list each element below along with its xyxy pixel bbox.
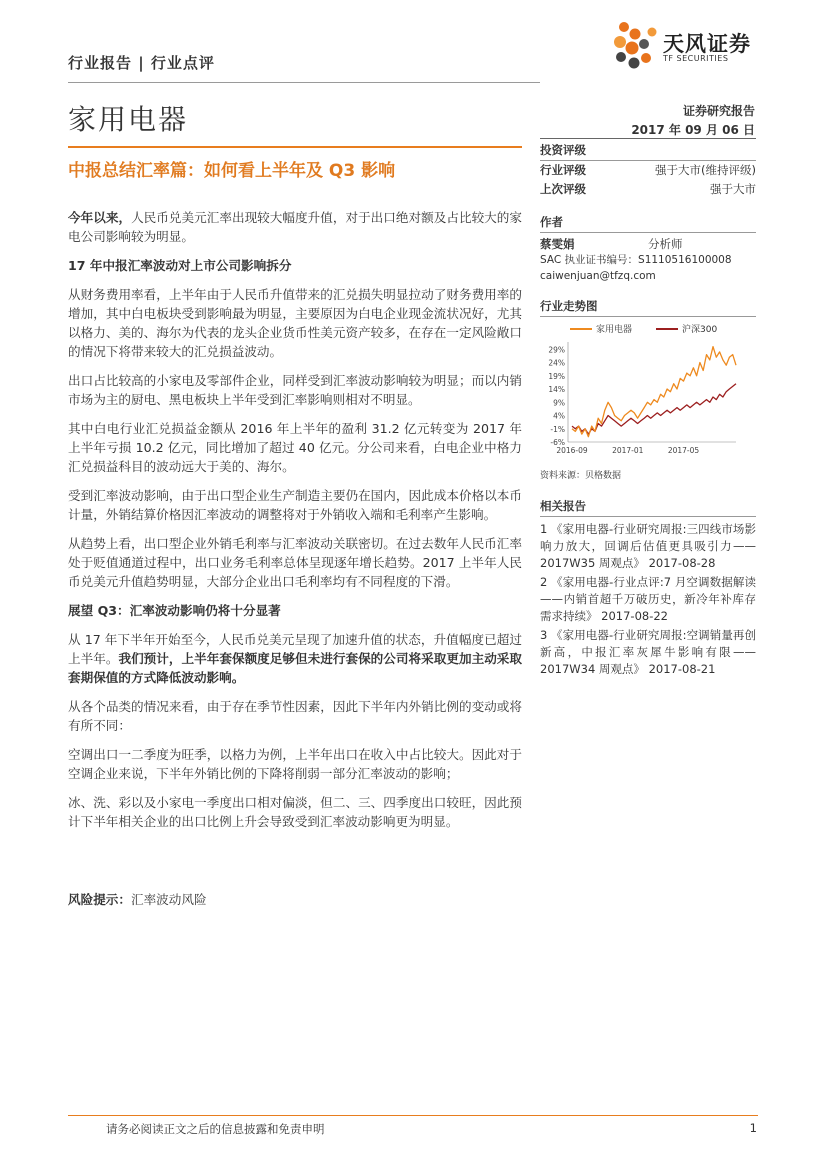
paragraph-2: 从财务费用率看，上半年由于人民币升值带来的汇兑损失明显拉动了财务费用率的增加，其中白电板块受到影响最为明显，主要原因为白电企业现金流状况好，尤其以格力、美的、海尔为代表的龙头企业货币性美元资产较多，在存在一定风险敞口的情况下将带来较大的汇兑损益波动。 [68, 287, 522, 359]
y-tick-label: 9% [553, 398, 565, 408]
paragraph-8: 从各个品类的情况来看，由于存在季节性因素，因此下半年内外销比例的变动或将有所不同： [68, 699, 522, 733]
paragraph-6: 从趋势上看，出口型企业外销毛利率与汇率波动关联密切。在过去数年人民币汇率处于贬值通道过程中，出口业务毛利率总体呈现逐年增长趋势。2017 上半年人民币兑美元升值趋势明显，大部分企业出口毛利率均有不同程度的下滑。 [68, 536, 522, 589]
paragraph-4: 其中白电行业汇兑损益金额从 2016 年上半年的盈利 31.2 亿元转变为 2017 年上半年亏损 10.2 亿元，同比增加了超过 40 亿元。分公司来看，白电企业中格力汇兑损益科目的波动远大于美的、海尔。 [68, 421, 522, 474]
paragraph-1 [68, 208, 522, 246]
related-heading: 相关报告 [540, 498, 756, 517]
report-type: 行业报告 | 行业点评 [68, 54, 215, 72]
report-title: 中报总结汇率篇：如何看上半年及 Q3 影响 [68, 161, 396, 181]
paragraph-9: 空调出口一二季度为旺季，以格力为例，上半年出口在收入中占比较大。因此对于空调企业来说，下半年外销比例的下降将削弱一部分汇率波动的影响； [68, 747, 522, 781]
author-row [540, 236, 756, 252]
section-heading-1: 17 年中报汇率波动对上市公司影响拆分 [68, 258, 292, 273]
report-date: 2017 年 09 月 06 日 [631, 123, 755, 137]
related-report-3[interactable]: 3 《家用电器-行业研究周报:空调销量再创新高，中报汇率灰犀牛影响有限——2017W34 周观点》 2017-08-21 [540, 628, 756, 676]
last-rating-label: 上次评级 [540, 182, 586, 196]
paragraph-1-lead: 今年以来， [68, 210, 132, 225]
chart-source: 资料来源：贝格数据 [540, 471, 622, 481]
author-heading: 作者 [540, 214, 756, 233]
x-tick-label: 2017-01 [612, 446, 644, 455]
paragraph-10: 冰、洗、彩以及小家电一季度出口相对偏淡，但二、三、四季度出口较旺，因此预计下半年相关企业的出口比例上升会导致受到汇率波动影响更为明显。 [68, 795, 522, 829]
related-block [540, 498, 756, 680]
y-tick-label: 29% [548, 345, 565, 355]
sector-title: 家用电器 [68, 103, 189, 136]
main-body [68, 208, 522, 841]
y-tick-label: -1% [550, 424, 565, 434]
y-tick-label: 14% [548, 385, 565, 395]
trend-block [540, 298, 756, 317]
author-name: 蔡雯娟 [540, 237, 575, 251]
risk-note [68, 889, 207, 908]
y-tick-label: -6% [550, 438, 565, 447]
related-report-1[interactable]: 1 《家用电器-行业研究周报:三四线市场影响力放大，回调后估值更具吸引力——2017W35 周观点》 2017-08-28 [540, 522, 756, 570]
author-role: 分析师 [648, 237, 683, 251]
footer-divider [68, 1115, 758, 1116]
paragraph-7 [68, 630, 522, 687]
paragraph-7-emphasis: 我们预计，上半年套保额度足够但未进行套保的公司将采取更加主动采取套期保值的方式降低波动影响。 [68, 651, 523, 685]
industry-rating-label: 行业评级 [540, 163, 586, 177]
paragraph-1-text: 人民币兑美元汇率出现较大幅度升值，对于出口绝对额及占比较大的家电公司影响较为明显。 [68, 210, 523, 244]
y-tick-label: 24% [548, 358, 565, 368]
paragraph-5: 受到汇率波动影响，由于出口型企业生产制造主要仍在国内，因此成本价格以本币计量，外销结算价格因汇率波动的调整将对于外销收入端和毛利率产生影响。 [68, 488, 522, 522]
footer-disclaimer: 请务必阅读正文之后的信息披露和免责申明 [106, 1122, 325, 1136]
risk-label: 风险提示： [68, 892, 131, 907]
report-label: 证券研究报告 [682, 104, 755, 118]
chart-y-axis [548, 342, 568, 447]
rating-block [540, 138, 756, 199]
y-tick-label: 4% [553, 411, 565, 421]
industry-rating-value: 强于大市(维持评级) [655, 163, 756, 177]
x-tick-label: 2017-05 [667, 446, 700, 455]
author-block [540, 214, 756, 284]
title-divider [68, 146, 522, 148]
section-heading-2: 展望 Q3：汇率波动影响仍将十分显著 [68, 603, 281, 618]
paragraph-7-text: 从 17 年下半年开始至今，人民币兑美元呈现了加速升值的状态，升值幅度已超过上半年。 [68, 632, 522, 666]
trend-heading: 行业走势图 [540, 298, 756, 317]
related-report-2[interactable]: 2 《家用电器-行业点评:7 月空调数据解读——内销首超千万破历史，新冷年补库存需求持续》 2017-08-22 [540, 575, 756, 623]
author-sac: SAC 执业证书编号：S1110516100008 [540, 254, 732, 266]
paragraph-3: 出口占比较高的小家电及零部件企业，同样受到汇率波动影响较为明显；而以内销市场为主的厨电、黑电板块上半年受到汇率影响则相对不明显。 [68, 373, 522, 407]
last-rating-row [540, 180, 756, 199]
header-divider [68, 82, 540, 83]
industry-rating-row [540, 161, 756, 180]
y-tick-label: 19% [548, 371, 565, 381]
legend-label-0: 家用电器 [596, 325, 633, 335]
chart-lines [572, 347, 736, 437]
author-email[interactable]: caiwenjuan@tfzq.com [540, 270, 656, 282]
logo-text-en: TF SECURITIES [663, 54, 729, 63]
rating-heading: 投资评级 [540, 138, 756, 161]
series-line-0 [572, 347, 736, 437]
last-rating-value: 强于大市 [710, 182, 756, 196]
legend-label-1: 沪深300 [682, 325, 718, 335]
chart-legend [570, 323, 717, 335]
chart-x-axis [556, 442, 736, 455]
logo-text-cn: 天风证券 [663, 32, 751, 56]
trend-chart [540, 318, 756, 464]
risk-text: 汇率波动风险 [130, 892, 207, 907]
page-number: 1 [749, 1121, 757, 1135]
x-tick-label: 2016-09 [556, 446, 588, 455]
